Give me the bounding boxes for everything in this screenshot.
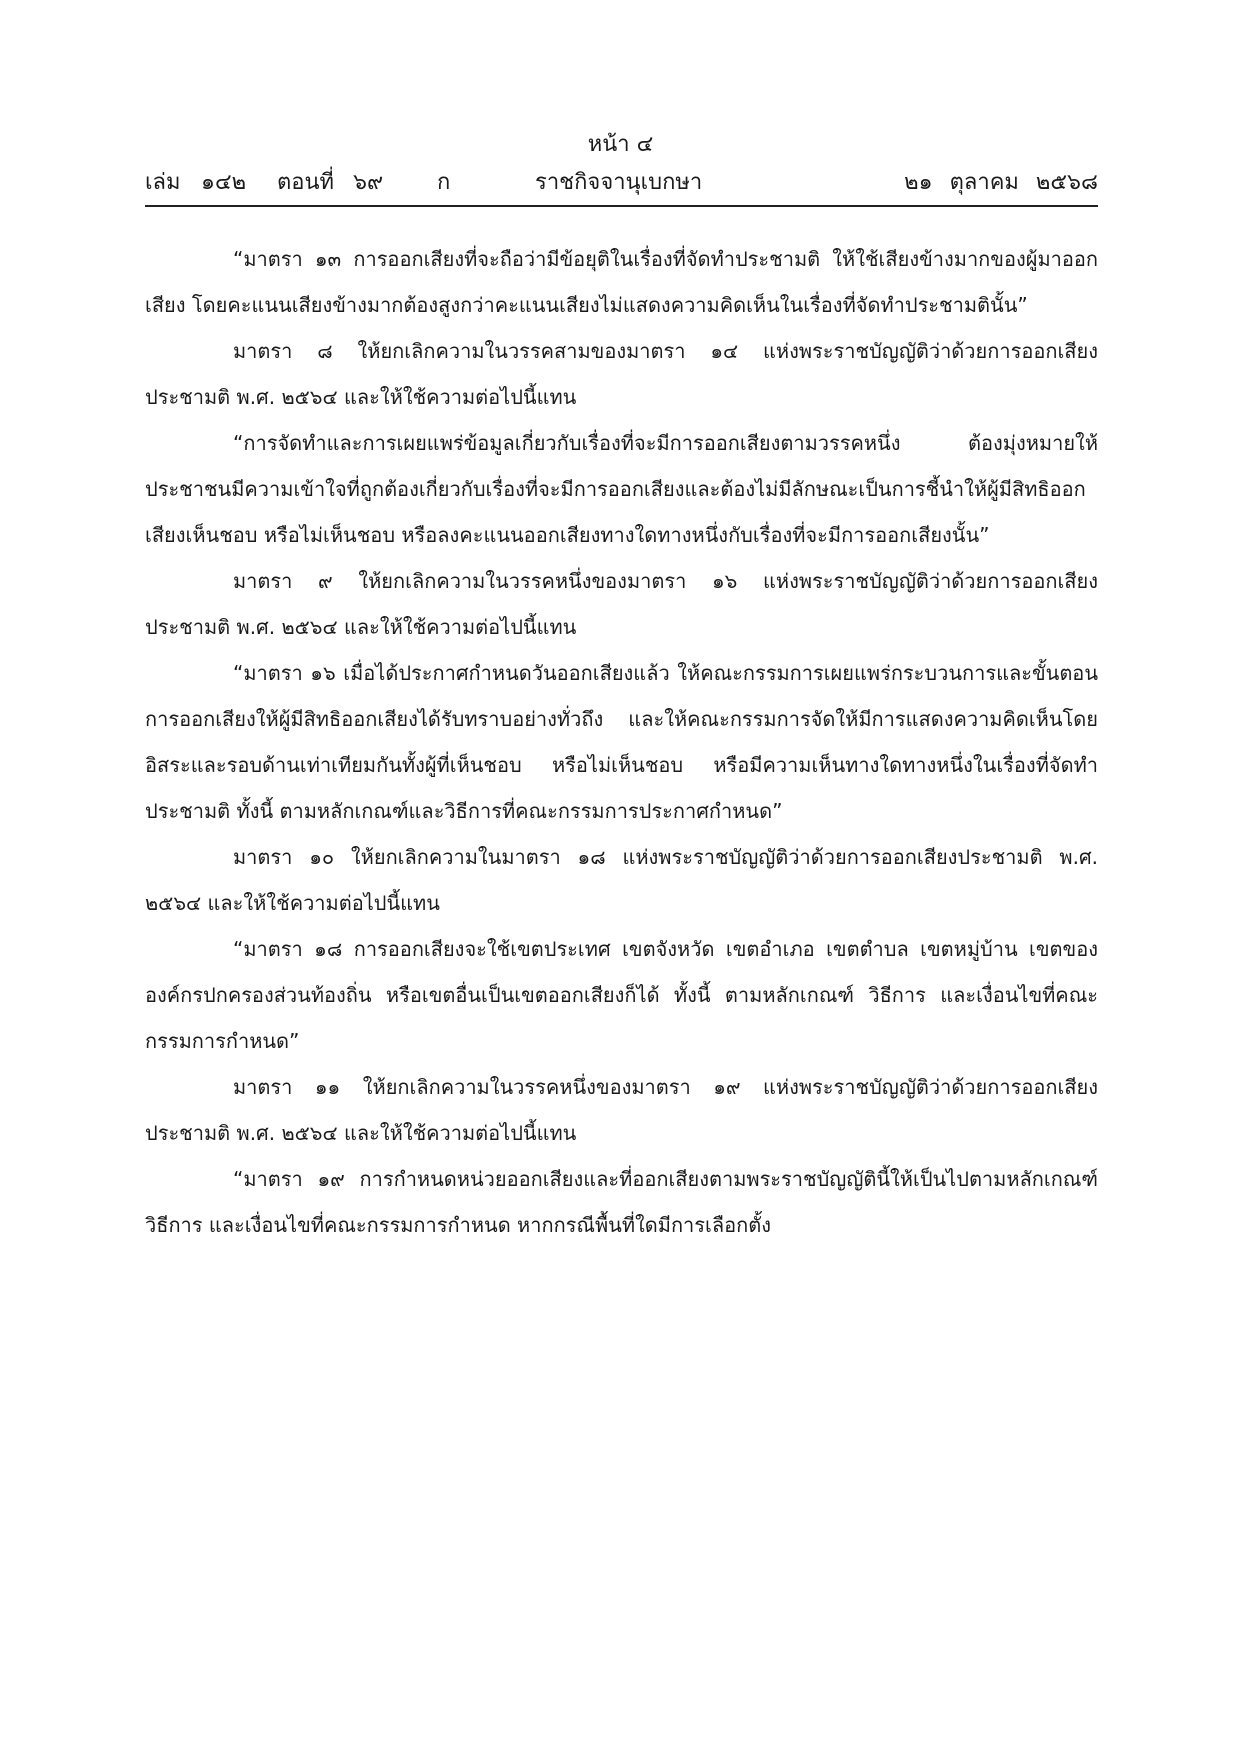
gazette-header — [145, 168, 1098, 202]
volume-number: ๑๔๒ — [201, 170, 247, 195]
paragraph-section-13-text: “มาตรา ๑๓ การออกเสียงที่จะถือว่ามีข้อยุติในเรื่องที่จัดทำประชามติ ให้ใช้เสียงข้างมากของผู้มาออกเสียง โดยคะแนนเสียงข้างมากต้องสูงกว่าคะแนนเสียงไม่แสดงความคิดเห็นในเรื่องที่จัดทำประชามตินั้น” — [145, 247, 1098, 317]
publication-date: ๒๑ ตุลาคม ๒๕๖๘ — [904, 170, 1098, 195]
paragraph-section-18-text: “มาตรา ๑๘ การออกเสียงจะใช้เขตประเทศ เขตจังหวัด เขตอำเภอ เขตตำบล เขตหมู่บ้าน เขตขององค์กรปกครองส่วนท้องถิ่น หรือเขตอื่นเป็นเขตออกเสียงก็ได้ ทั้งนี้ ตามหลักเกณฑ์ วิธีการ และเงื่อนไขที่คณะกรรมการกำหนด” — [145, 937, 1098, 1053]
issue-label: ตอนที่ — [277, 170, 335, 195]
paragraph-section-8: มาตรา ๘ ให้ยกเลิกความในวรรคสามของมาตรา ๑๔ แห่งพระราชบัญญัติว่าด้วยการออกเสียงประชามติ พ.ศ. ๒๕๖๔ และให้ใช้ความต่อไปนี้แทน — [145, 339, 1098, 409]
paragraph-section-14-text: “การจัดทำและการเผยแพร่ข้อมูลเกี่ยวกับเรื่องที่จะมีการออกเสียงตามวรรคหนึ่ง ต้องมุ่งหมายให้ประชาชนมีความเข้าใจที่ถูกต้องเกี่ยวกับเรื่องที่จะมีการออกเสียงและต้องไม่มีลักษณะเป็นการชี้นำให้ผู้มีสิทธิออกเสียงเห็นชอบ หรือไม่เห็นชอบ หรือลงคะแนนออกเสียงทางใดทางหนึ่งกับเรื่องที่จะมีการออกเสียงนั้น” — [145, 431, 1098, 547]
gazette-name: ราชกิจจานุเบกษา — [535, 170, 703, 195]
header-divider — [145, 205, 1098, 207]
page-number: หน้า ๔ — [587, 132, 654, 157]
paragraph-section-19-text: “มาตรา ๑๙ การกำหนดหน่วยออกเสียงและที่ออกเสียงตามพระราชบัญญัตินี้ให้เป็นไปตามหลักเกณฑ์ วิธีการ และเงื่อนไขที่คณะกรรมการกำหนด หากกรณีพื้นที่ใดมีการเลือกตั้ง — [145, 1167, 1098, 1237]
paragraph-section-10: มาตรา ๑๐ ให้ยกเลิกความในมาตรา ๑๘ แห่งพระราชบัญญัติว่าด้วยการออกเสียงประชามติ พ.ศ. ๒๕๖๔ และให้ใช้ความต่อไปนี้แทน — [145, 845, 1098, 915]
paragraph-section-16-text: “มาตรา ๑๖ เมื่อได้ประกาศกำหนดวันออกเสียงแล้ว ให้คณะกรรมการเผยแพร่กระบวนการและขั้นตอนการออกเสียงให้ผู้มีสิทธิออกเสียงได้รับทราบอย่างทั่วถึง และให้คณะกรรมการจัดให้มีการแสดงความคิดเห็นโดยอิสระและรอบด้านเท่าเทียมกันทั้งผู้ที่เห็นชอบ หรือไม่เห็นชอบ หรือมีความเห็นทางใดทางหนึ่งในเรื่องที่จัดทำประชามติ ทั้งนี้ ตามหลักเกณฑ์และวิธีการที่คณะกรรมการประกาศกำหนด” — [145, 661, 1098, 823]
paragraph-section-9: มาตรา ๙ ให้ยกเลิกความในวรรคหนึ่งของมาตรา ๑๖ แห่งพระราชบัญญัติว่าด้วยการออกเสียงประชามติ พ.ศ. ๒๕๖๔ และให้ใช้ความต่อไปนี้แทน — [145, 569, 1098, 639]
paragraph-section-11: มาตรา ๑๑ ให้ยกเลิกความในวรรคหนึ่งของมาตรา ๑๙ แห่งพระราชบัญญัติว่าด้วยการออกเสียงประชามติ พ.ศ. ๒๕๖๔ และให้ใช้ความต่อไปนี้แทน — [145, 1075, 1098, 1145]
issue-section: ก — [437, 170, 451, 195]
volume-label: เล่ม — [145, 170, 181, 195]
document-body — [145, 236, 1098, 1248]
issue-number: ๖๙ — [353, 170, 384, 195]
